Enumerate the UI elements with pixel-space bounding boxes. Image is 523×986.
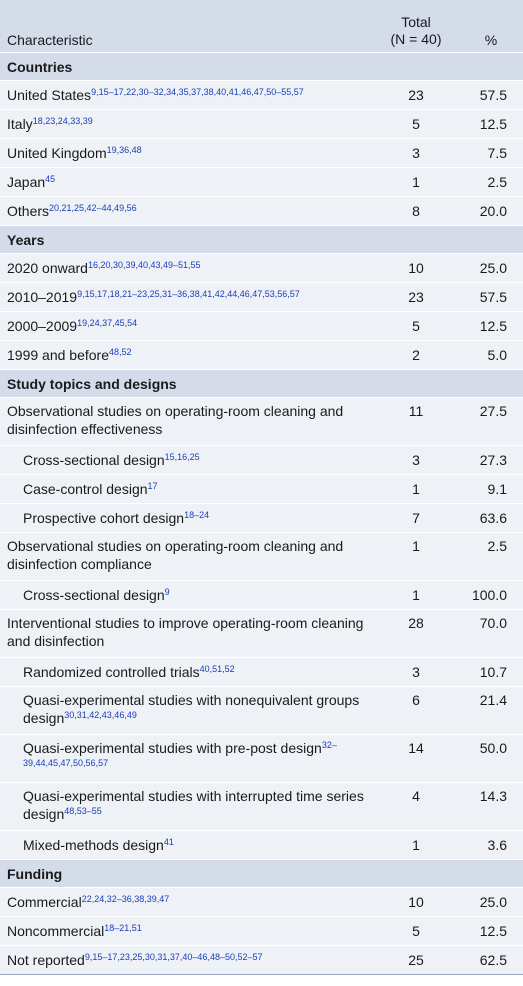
row-percent: 3.6 (459, 831, 523, 860)
row-total: 1 (373, 581, 459, 610)
row-percent: 62.5 (459, 946, 523, 975)
table-row (0, 533, 523, 581)
table-row (0, 341, 523, 370)
row-label (0, 283, 373, 312)
table-row (0, 888, 523, 917)
row-refs[interactable]: 32–39,44,45,47,50,56,57 (23, 740, 337, 768)
row-refs[interactable]: 9,15–17,23,25,30,31,37,40–46,48–50,52–57 (84, 952, 263, 962)
row-percent: 57.5 (459, 81, 523, 110)
row-refs[interactable]: 18–24 (184, 510, 210, 520)
table-row (0, 831, 523, 860)
row-label-text: United Kingdom (7, 145, 107, 161)
row-label (0, 888, 373, 917)
row-total: 8 (373, 197, 459, 226)
row-percent: 21.4 (459, 687, 523, 735)
section-row-funding (0, 860, 523, 888)
row-total: 14 (373, 735, 459, 783)
section-row-years (0, 226, 523, 254)
row-refs[interactable]: 41 (163, 837, 174, 847)
row-label (0, 312, 373, 341)
header-total (373, 0, 459, 53)
row-label-text: Others (7, 203, 50, 219)
row-total: 1 (373, 475, 459, 504)
row-refs[interactable]: 18,23,24,33,39 (32, 116, 93, 126)
row-label-text: 1999 and before (7, 347, 109, 363)
row-percent: 7.5 (459, 139, 523, 168)
row-refs[interactable]: 20,21,25,42–44,49,56 (49, 203, 137, 213)
table-row (0, 917, 523, 946)
row-refs[interactable]: 16,20,30,39,40,43,49–51,55 (87, 260, 201, 270)
row-label (0, 735, 373, 783)
row-refs[interactable]: 9 (164, 587, 170, 597)
row-label (0, 81, 373, 110)
row-refs[interactable]: 48,52 (108, 347, 132, 357)
row-refs[interactable]: 17 (147, 481, 158, 491)
row-total: 1 (373, 168, 459, 197)
row-label-text: 2010–2019 (7, 289, 78, 305)
table-row (0, 139, 523, 168)
row-percent: 27.5 (459, 398, 523, 446)
row-refs[interactable]: 40,51,52 (199, 664, 235, 674)
row-label (0, 110, 373, 139)
header-total-line2: (N = 40) (390, 31, 442, 47)
row-percent: 12.5 (459, 110, 523, 139)
table-row (0, 254, 523, 283)
row-percent: 2.5 (459, 533, 523, 581)
row-label-text: Italy (7, 116, 33, 132)
row-label (0, 831, 373, 860)
row-label (0, 917, 373, 946)
row-label: Observational studies on operating-room cleaning and disinfection effectiveness (0, 398, 373, 446)
row-label (0, 946, 373, 975)
row-label-text: Commercial (7, 894, 82, 910)
row-label-text: Japan (7, 174, 46, 190)
table-header-row (0, 0, 523, 53)
row-total: 4 (373, 783, 459, 831)
row-label (0, 475, 373, 504)
row-label (0, 783, 373, 831)
table-row (0, 81, 523, 110)
header-characteristic: Characteristic (7, 32, 93, 48)
row-label-text: Prospective cohort design (23, 510, 185, 526)
section-label: Countries (0, 53, 523, 81)
table-row (0, 610, 523, 658)
row-label (0, 341, 373, 370)
row-label-text: Noncommercial (7, 923, 105, 939)
row-total: 23 (373, 283, 459, 312)
row-total: 28 (373, 610, 459, 658)
row-label (0, 254, 373, 283)
row-percent: 2.5 (459, 168, 523, 197)
table-row (0, 398, 523, 446)
table-row (0, 168, 523, 197)
row-percent: 63.6 (459, 504, 523, 533)
row-label (0, 139, 373, 168)
table-row (0, 658, 523, 687)
row-label (0, 504, 373, 533)
row-label-text: Quasi-experimental studies with pre-post design (23, 740, 322, 756)
row-label-text: Mixed-methods design (23, 837, 164, 853)
row-total: 7 (373, 504, 459, 533)
table-row (0, 783, 523, 831)
table-row (0, 504, 523, 533)
row-percent: 25.0 (459, 888, 523, 917)
header-percent: % (484, 32, 498, 48)
row-percent: 10.7 (459, 658, 523, 687)
section-label: Funding (0, 860, 523, 888)
table-row (0, 475, 523, 504)
row-percent: 12.5 (459, 312, 523, 341)
row-percent: 70.0 (459, 610, 523, 658)
row-total: 25 (373, 946, 459, 975)
table-row (0, 735, 523, 783)
row-percent: 20.0 (459, 197, 523, 226)
row-percent: 100.0 (459, 581, 523, 610)
section-row-countries (0, 53, 523, 81)
row-total: 1 (373, 533, 459, 581)
row-label-text: Not reported (7, 952, 85, 968)
row-label-text: Randomized controlled trials (23, 664, 200, 680)
row-percent: 57.5 (459, 283, 523, 312)
row-percent: 27.3 (459, 446, 523, 475)
row-label: Observational studies on operating-room cleaning and disinfection compliance (0, 533, 373, 581)
table-row (0, 197, 523, 226)
section-label: Study topics and designs (0, 370, 523, 398)
row-label (0, 658, 373, 687)
row-total: 10 (373, 888, 459, 917)
row-total: 5 (373, 312, 459, 341)
row-refs[interactable]: 9,15–17,22,30–32,34,35,37,38,40,41,46,47,50–55,57 (91, 87, 304, 97)
row-total: 3 (373, 446, 459, 475)
table-row (0, 110, 523, 139)
row-label-text: Cross-sectional design (23, 452, 165, 468)
row-refs[interactable]: 18–21,51 (104, 923, 142, 933)
row-total: 5 (373, 917, 459, 946)
table-row (0, 581, 523, 610)
row-label (0, 168, 373, 197)
row-label-text: Case-control design (23, 481, 148, 497)
row-total: 3 (373, 658, 459, 687)
section-label: Years (0, 226, 523, 254)
row-total: 10 (373, 254, 459, 283)
row-refs[interactable]: 15,16,25 (164, 452, 200, 462)
row-total: 1 (373, 831, 459, 860)
row-refs[interactable]: 30,31,42,43,46,49 (64, 710, 137, 720)
row-label: Interventional studies to improve operating-room cleaning and disinfection (0, 610, 373, 658)
table-row (0, 946, 523, 975)
row-percent: 50.0 (459, 735, 523, 783)
row-label (0, 197, 373, 226)
row-label (0, 446, 373, 475)
table-row (0, 687, 523, 735)
row-refs[interactable]: 45 (45, 174, 56, 184)
row-percent: 14.3 (459, 783, 523, 831)
row-refs[interactable]: 48,53–55 (64, 806, 102, 816)
section-row-study-topics (0, 370, 523, 398)
row-label-text: United States (7, 87, 92, 103)
row-refs[interactable]: 19,36,48 (106, 145, 142, 155)
row-refs[interactable]: 22,24,32–36,38,39,47 (81, 894, 170, 904)
row-total: 23 (373, 81, 459, 110)
row-label-text: 2020 onward (7, 260, 88, 276)
row-label (0, 687, 373, 735)
table-row (0, 312, 523, 341)
row-total: 11 (373, 398, 459, 446)
row-percent: 5.0 (459, 341, 523, 370)
row-total: 6 (373, 687, 459, 735)
header-total-line1: Total (401, 14, 431, 30)
row-label-text: Quasi-experimental studies with interrupted time series design (23, 788, 364, 822)
row-label-text: Cross-sectional design (23, 587, 165, 603)
table-row (0, 283, 523, 312)
row-refs[interactable]: 9,15,17,18,21–23,25,31–36,38,41,42,44,46,47,53,56,57 (77, 289, 300, 299)
row-label-text: Quasi-experimental studies with nonequivalent groups design (23, 692, 360, 726)
row-total: 3 (373, 139, 459, 168)
row-label-text: 2000–2009 (7, 318, 78, 334)
row-label (0, 581, 373, 610)
row-percent: 9.1 (459, 475, 523, 504)
table-row (0, 446, 523, 475)
row-percent: 25.0 (459, 254, 523, 283)
row-total: 2 (373, 341, 459, 370)
row-total: 5 (373, 110, 459, 139)
row-percent: 12.5 (459, 917, 523, 946)
row-refs[interactable]: 19,24,37,45,54 (77, 318, 138, 328)
